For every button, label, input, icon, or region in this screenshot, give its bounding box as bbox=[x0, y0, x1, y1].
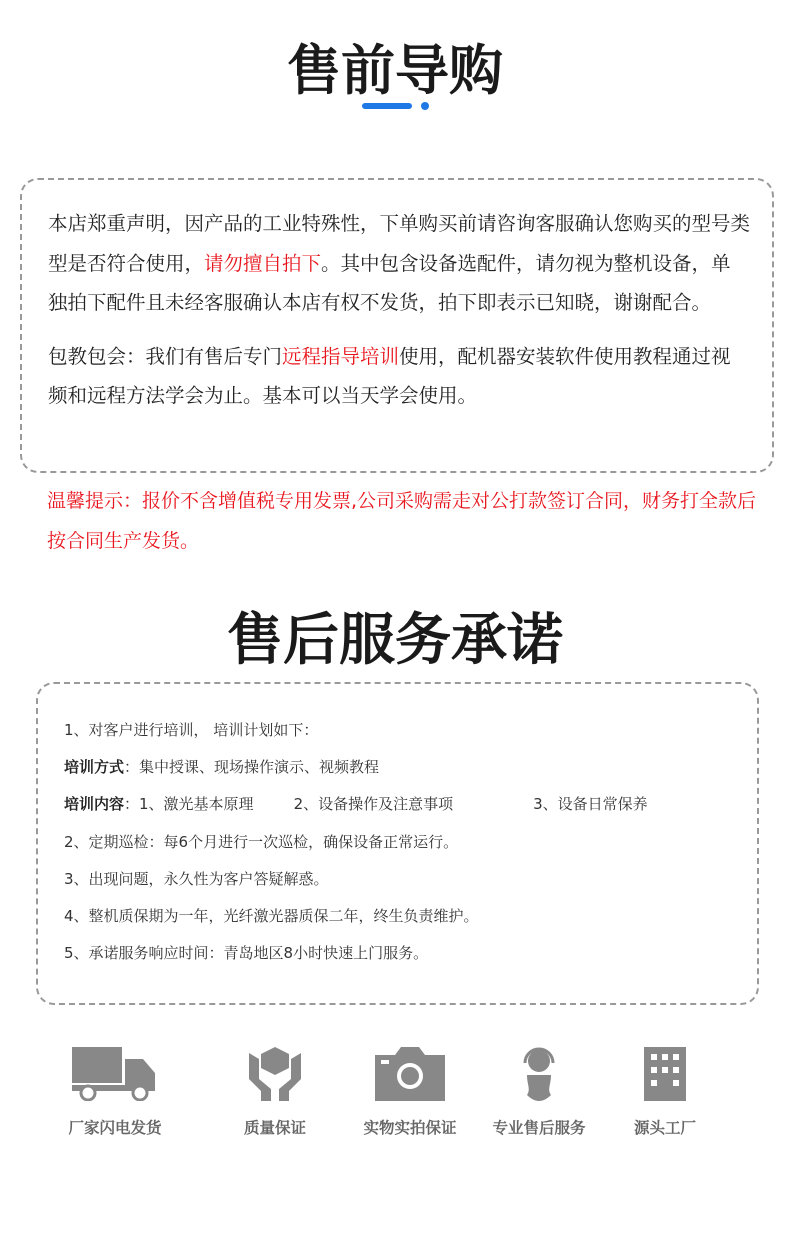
text: 。其中包含设备选配件，请勿视为整机设备，单独拍下配件且未经客服确认本店有权不发货，拍下即表示已知晓，谢谢配合。 bbox=[48, 251, 731, 314]
feature-item bbox=[210, 1045, 340, 1138]
list-item: 4、整机质保期为一年，光纤激光器质保二年，终生负责维护。 bbox=[64, 906, 479, 925]
truck-icon bbox=[70, 1045, 160, 1101]
text: ：集中授课、现场操作演示、视频教程 bbox=[124, 758, 380, 777]
title-underline bbox=[362, 103, 412, 109]
aftersale-title: 售后服务承诺 bbox=[227, 608, 563, 673]
text: 3、设备日常保养 bbox=[533, 795, 648, 814]
aftersale-box bbox=[36, 682, 759, 1005]
presale-notice-box bbox=[20, 178, 774, 473]
title-dot bbox=[421, 102, 429, 110]
feature-label: 质量保证 bbox=[243, 1119, 306, 1137]
list-item: 5、承诺服务响应时间：青岛地区8小时快速上门服务。 bbox=[64, 944, 429, 963]
list-item: 2、定期巡检：每6个月进行一次巡检，确保设备正常运行。 bbox=[64, 832, 459, 851]
highlight: 远程指导培训 bbox=[282, 344, 400, 368]
feature-label: 厂家闪电发货 bbox=[68, 1119, 162, 1137]
headset-icon bbox=[519, 1045, 559, 1101]
list-item bbox=[64, 757, 731, 794]
feature-label: 实物实拍保证 bbox=[363, 1119, 457, 1137]
presale-title: 售前导购 bbox=[287, 39, 503, 102]
feature-label: 专业售后服务 bbox=[492, 1119, 586, 1137]
text: 包教包会：我们有售后专门 bbox=[48, 344, 283, 368]
list-item: 1、对客户进行培训， 培训计划如下： bbox=[64, 721, 319, 739]
highlight: 请勿擅自拍下 bbox=[204, 251, 322, 275]
list-item bbox=[64, 794, 731, 831]
label: 培训内容 bbox=[64, 795, 125, 814]
camera-icon bbox=[373, 1045, 447, 1101]
quality-box-icon bbox=[247, 1045, 303, 1101]
training-paragraph bbox=[48, 337, 750, 416]
factory-icon bbox=[642, 1045, 688, 1101]
feature-label: 源头工厂 bbox=[633, 1119, 696, 1137]
feature-item bbox=[474, 1045, 604, 1138]
text: 2、设备操作及注意事项 bbox=[293, 795, 454, 814]
label: 培训方式 bbox=[64, 758, 125, 777]
feature-icons bbox=[60, 1045, 720, 1145]
notice-paragraph bbox=[48, 204, 750, 323]
feature-item bbox=[345, 1045, 475, 1138]
list-item: 3、出现问题，永久性为客户答疑解惑。 bbox=[64, 869, 329, 888]
text: 本店郑重声明，因产品的工业特殊性，下单购买前请咨询客服确认您购买的型号类型是否符合使用， bbox=[48, 212, 751, 275]
feature-item bbox=[50, 1045, 180, 1138]
feature-item bbox=[600, 1045, 730, 1138]
text: 使用，配机器安装软件使用教程通过视频和远程方法学会为止。基本可以当天学会使用。 bbox=[48, 344, 731, 407]
warning-text: 温馨提示：报价不含增值税专用发票,公司采购需走对公打款签订合同，财务打全款后按合同生产发货。 bbox=[47, 490, 757, 552]
text: ：1、激光基本原理 bbox=[124, 795, 254, 814]
